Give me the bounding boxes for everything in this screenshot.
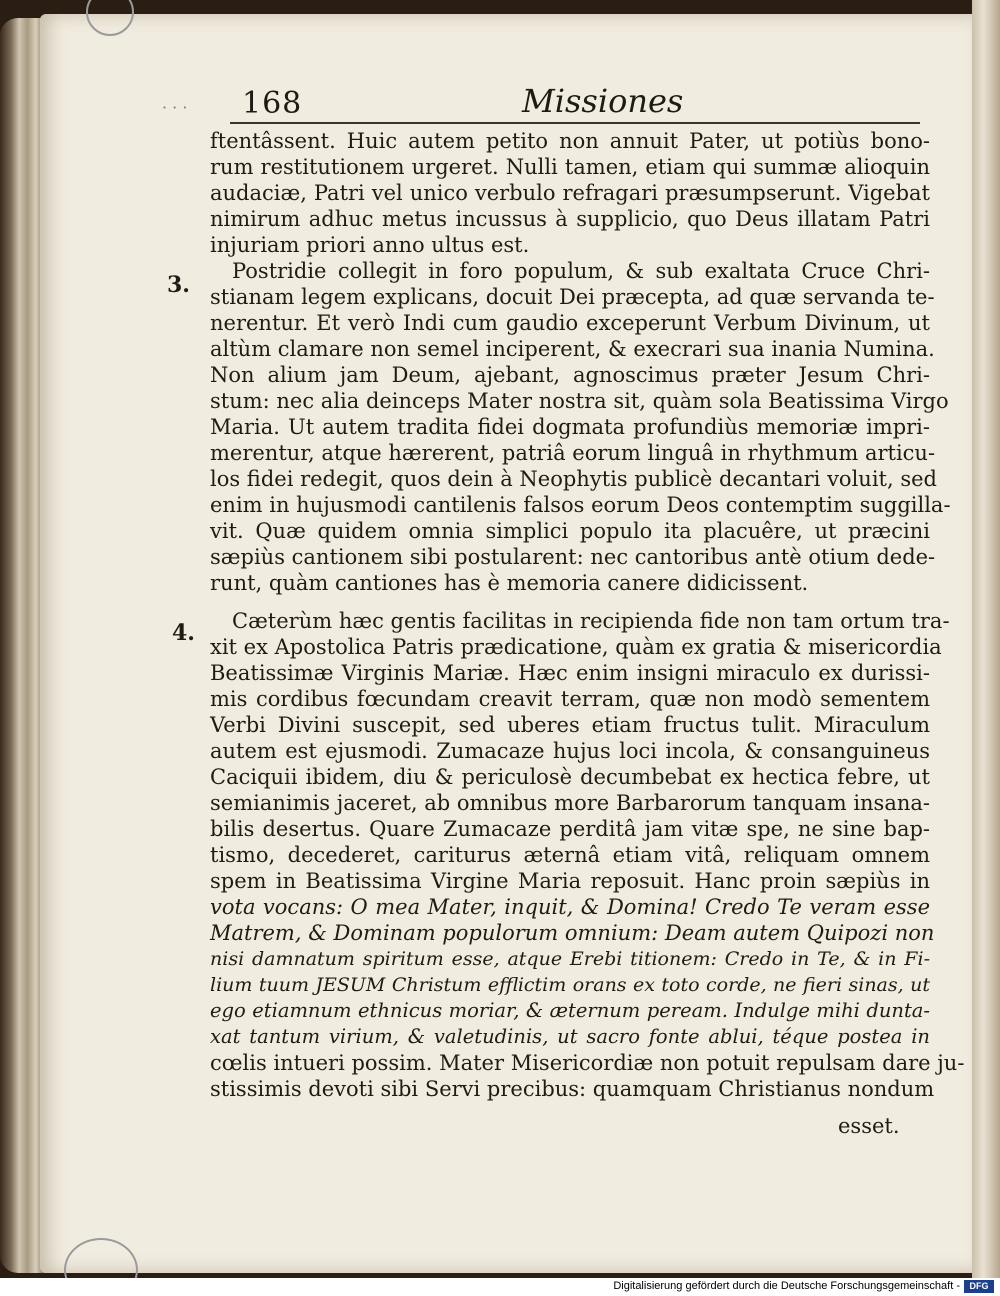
text-line: Caciquii ibidem, diu & periculosè decumbebat ex hectica febre, ut [210, 765, 930, 789]
text-line: lium tuum JESUM Christum efflictim orans ex toto corde, ne fieri sinas, ut [210, 974, 930, 996]
text-line: bilis desertus. Quare Zumacaze perditâ jam vitæ spe, ne sine bap- [210, 817, 930, 841]
text-line: ftentâssent. Huic autem petito non annuit Pater, ut potiùs bono- [210, 129, 930, 153]
text-line: tismo, decederet, cariturus æternâ etiam vitâ, reliquam omnem [210, 843, 930, 867]
page-stack-edge [972, 0, 1000, 1278]
text-line: cœlis intueri possim. Mater Misericordiæ non potuit repulsam dare ju- [210, 1051, 965, 1075]
footer-credit: Digitalisierung gefördert durch die Deutsche Forschungsgemeinschaft - [613, 1280, 960, 1292]
text-line: enim in hujusmodi cantilenis falsos eorum Deos contemptim suggilla- [210, 493, 951, 517]
text-line: Postridie collegit in foro populum, & sub exaltata Cruce Chri- [232, 259, 930, 283]
margin-smudge: · · · [162, 98, 188, 117]
text-line: runt, quàm cantiones has è memoria canere didicissent. [210, 571, 809, 595]
margin-number: 3. [167, 272, 190, 298]
text-line: mis cordibus fœcundam creavit terram, quæ non modò sementem [210, 687, 930, 711]
running-head: Missiones [522, 82, 684, 120]
text-line: xit ex Apostolica Patris prædicatione, quàm ex gratia & misericordia [210, 635, 942, 659]
text-line: Beatissimæ Virginis Mariæ. Hæc enim insigni miraculo ex durissi- [210, 661, 930, 685]
digitization-footer [0, 1278, 1000, 1296]
text-line: Non alium jam Deum, ajebant, agnoscimus præter Jesum Chri- [210, 363, 930, 387]
text-line: audaciæ, Patri vel unico verbulo refragari præsumpserunt. Vigebat [210, 181, 930, 205]
text-line: nerentur. Et verò Indi cum gaudio exceperunt Verbum Divinum, ut [210, 311, 930, 335]
text-line: nimirum adhuc metus incussus à supplicio, quo Deus illatam Patri [210, 207, 930, 231]
dfg-logo: DFG [964, 1280, 994, 1293]
text-line: sæpiùs cantionem sibi postularent: nec cantoribus antè otium dede- [210, 545, 936, 569]
text-line: autem est ejusmodi. Zumacaze hujus loci incola, & consanguineus [210, 739, 930, 763]
text-line: xat tantum virium, & valetudinis, ut sacro fonte ablui, téque postea in [210, 1025, 930, 1048]
text-line: vota vocans: O mea Mater, inquit, & Domina! Credo Te veram esse [210, 895, 930, 919]
text-line: merentur, atque hærerent, patriâ eorum linguâ in rhythmum articu- [210, 441, 936, 465]
catchword: esset. [838, 1114, 900, 1138]
text-line: Matrem, & Dominam populorum omnium: Deam autem Quipozi non [210, 921, 935, 945]
text-line: Cæterùm hæc gentis facilitas in recipienda fide non tam ortum tra- [232, 609, 950, 633]
margin-number: 4. [172, 620, 195, 646]
text-line: ego etiamnum ethnicus moriar, & æternum peream. Indulge mihi dunta- [210, 999, 930, 1022]
page-number: 168 [242, 86, 303, 121]
text-line: nisi damnatum spiritum esse, atque Erebi titionem: Credo in Te, & in Fi- [210, 948, 930, 970]
text-line: stissimis devoti sibi Servi precibus: quamquam Christianus nondum [210, 1077, 935, 1101]
text-line: stum: nec alia deinceps Mater nostra sit, quàm sola Beatissima Virgo [210, 389, 949, 413]
text-line: injuriam priori anno ultus est. [210, 233, 530, 257]
text-line: Verbi Divini suscepit, sed uberes etiam fructus tulit. Miraculum [210, 713, 930, 737]
text-line: vit. Quæ quidem omnia simplici populo ita placuêre, ut præcini [210, 519, 930, 543]
text-line: stianam legem explicans, docuit Dei præcepta, ad quæ servanda te- [210, 285, 935, 309]
text-line: los fidei redegit, quos dein à Neophytis publicè decantari voluit, sed [210, 467, 937, 491]
text-line: Maria. Ut autem tradita fidei dogmata profundiùs memoriæ impri- [210, 415, 930, 439]
header-rule [230, 122, 920, 124]
text-line: rum restitutionem urgeret. Nulli tamen, etiam qui summæ alioquin [210, 155, 930, 179]
text-line: altùm clamare non semel inciperent, & execrari sua inania Numina. [210, 337, 935, 361]
text-line: spem in Beatissima Virgine Maria reposuit. Hanc proin sæpiùs in [210, 869, 930, 893]
page-header [230, 82, 930, 122]
text-line: semianimis jaceret, ab omnibus more Barbarorum tanquam insana- [210, 791, 930, 815]
